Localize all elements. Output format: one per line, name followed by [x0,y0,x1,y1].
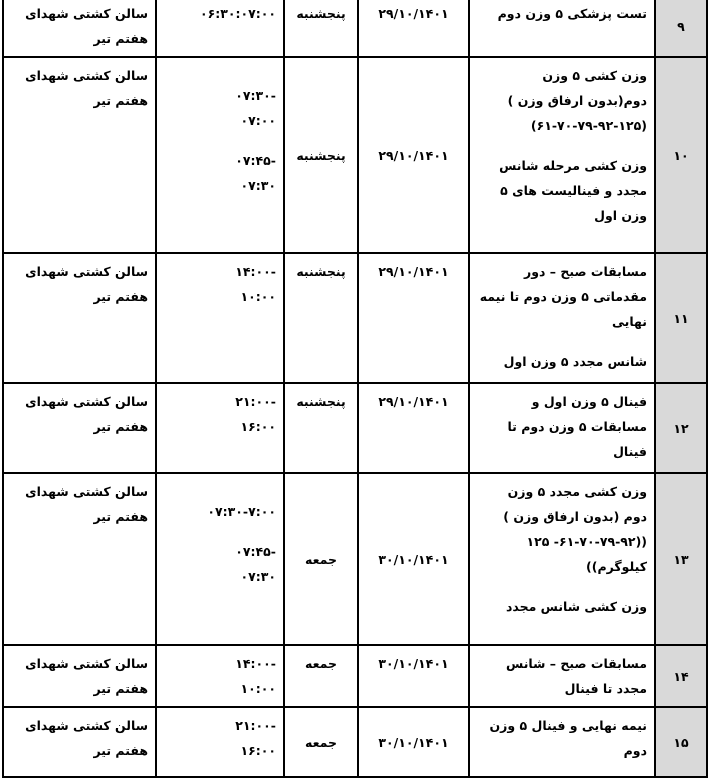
description-line: نهایی [612,314,647,329]
time-line: ۱۶:۰۰ [240,419,276,434]
paragraph-gap [477,334,647,349]
event-time [156,253,284,383]
event-time [156,473,284,645]
description-line: فینال ۵ وزن اول و [531,394,647,409]
row-number: ۱۱ [655,253,707,383]
description-line: دوم [623,743,647,758]
description-line: دوم(بدون ارفاق وزن ) [507,93,647,108]
event-date: ۳۰/۱۰/۱۴۰۱ [358,473,469,645]
description-line: تست پزشکی ۵ وزن دوم [497,6,647,21]
event-time [156,383,284,473]
time-gap [164,524,276,539]
time-line: ۱۰:۰۰ [240,289,276,304]
event-description [469,0,655,57]
description-line: نیمه نهایی و فینال ۵ وزن [489,718,647,733]
row-number: ۱۳ [655,473,707,645]
event-venue: سالن کشتی شهدای هفتم تیر [3,645,156,707]
event-date: ۳۰/۱۰/۱۴۰۱ [358,707,469,777]
event-description [469,383,655,473]
row-number: ۱۴ [655,645,707,707]
event-description [469,473,655,645]
description-line: دوم (بدون ارفاق وزن ) [503,509,647,524]
time-line: ۱۰:۰۰ [240,681,276,696]
event-venue: سالن کشتی شهدای هفتم تیر [3,57,156,253]
event-venue: سالن کشتی شهدای هفتم تیر [3,707,156,777]
table-row [3,0,707,57]
time-line: ۱۴:۰۰- [235,264,276,279]
table-row [3,57,707,253]
time-line: ۲۱:۰۰- [235,394,276,409]
event-date: ۲۹/۱۰/۱۴۰۱ [358,383,469,473]
time-line: ۰۷:۳۰- [235,88,276,103]
description-line: ((۶۱-۷۰-۷۹-۹۲- ۱۲۵ [526,534,647,549]
time-line: ۲۱:۰۰- [235,718,276,733]
table-row [3,645,707,707]
event-day: پنجشنبه [284,383,358,473]
event-day: جمعه [284,707,358,777]
description-line: (۶۱-۷۰-۷۹-۹۲-۱۲۵) [530,118,647,133]
description-line: مسابقات ۵ وزن دوم تا [507,419,647,434]
event-time [156,707,284,777]
event-day: پنجشنبه [284,0,358,57]
event-time [156,0,284,57]
event-time [156,57,284,253]
description-line: مجدد تا فینال [564,681,647,696]
event-date: ۲۹/۱۰/۱۴۰۱ [358,0,469,57]
event-time [156,645,284,707]
description-line: فینال [613,444,647,459]
event-description [469,707,655,777]
time-line: ۱۶:۰۰ [240,743,276,758]
event-description [469,253,655,383]
description-line: مقدماتی ۵ وزن دوم تا نیمه [479,289,647,304]
schedule-body [3,0,707,777]
description-line: وزن کشی ۵ وزن [542,68,647,83]
event-date: ۲۹/۱۰/۱۴۰۱ [358,57,469,253]
time-line: ۰۷:۳۰ [240,569,276,584]
paragraph-gap [477,579,647,594]
table-row [3,473,707,645]
table-row [3,383,707,473]
description-line: شانس مجدد ۵ وزن اول [503,354,647,369]
row-number: ۹ [655,0,707,57]
event-day: جمعه [284,645,358,707]
table-row [3,707,707,777]
event-day: پنجشنبه [284,253,358,383]
time-line: ۰۷:۰۰ [240,113,276,128]
description-line: وزن کشی شانس مجدد [505,599,647,614]
table-row [3,253,707,383]
event-day: جمعه [284,473,358,645]
description-line: وزن کشی مجدد ۵ وزن [507,484,647,499]
description-line: وزن کشی مرحله شانس [499,158,647,173]
event-venue: سالن کشتی شهدای هفتم تیر [3,383,156,473]
description-line: وزن اول [594,208,647,223]
description-line: کیلوگرم)) [586,559,647,574]
row-number: ۱۵ [655,707,707,777]
event-venue: سالن کشتی شهدای هفتم تیر [3,253,156,383]
paragraph-gap [477,138,647,153]
description-line: مسابقات صبح – دور [524,264,647,279]
event-venue: سالن کشتی شهدای هفتم تیر [3,473,156,645]
description-line: مجدد و فینالیست های ۵ [500,183,647,198]
time-line: ۰۷:۴۵- [235,544,276,559]
event-description [469,645,655,707]
event-date: ۳۰/۱۰/۱۴۰۱ [358,645,469,707]
time-line: ۰۷:۳۰-۷:۰۰ [207,504,276,519]
time-line: ۰۷:۳۰ [240,178,276,193]
row-number: ۱۲ [655,383,707,473]
time-gap [164,133,276,148]
event-venue: سالن کشتی شهدای هفتم تیر [3,0,156,57]
event-day: پنجشنبه [284,57,358,253]
time-line: ۰۷:۴۵- [235,153,276,168]
event-date: ۲۹/۱۰/۱۴۰۱ [358,253,469,383]
description-line: مسابقات صبح – شانس [506,656,647,671]
schedule-table [2,0,708,778]
row-number: ۱۰ [655,57,707,253]
event-description [469,57,655,253]
time-line: ۰۶:۳۰:۰۷:۰۰ [199,6,276,21]
time-line: ۱۴:۰۰- [235,656,276,671]
